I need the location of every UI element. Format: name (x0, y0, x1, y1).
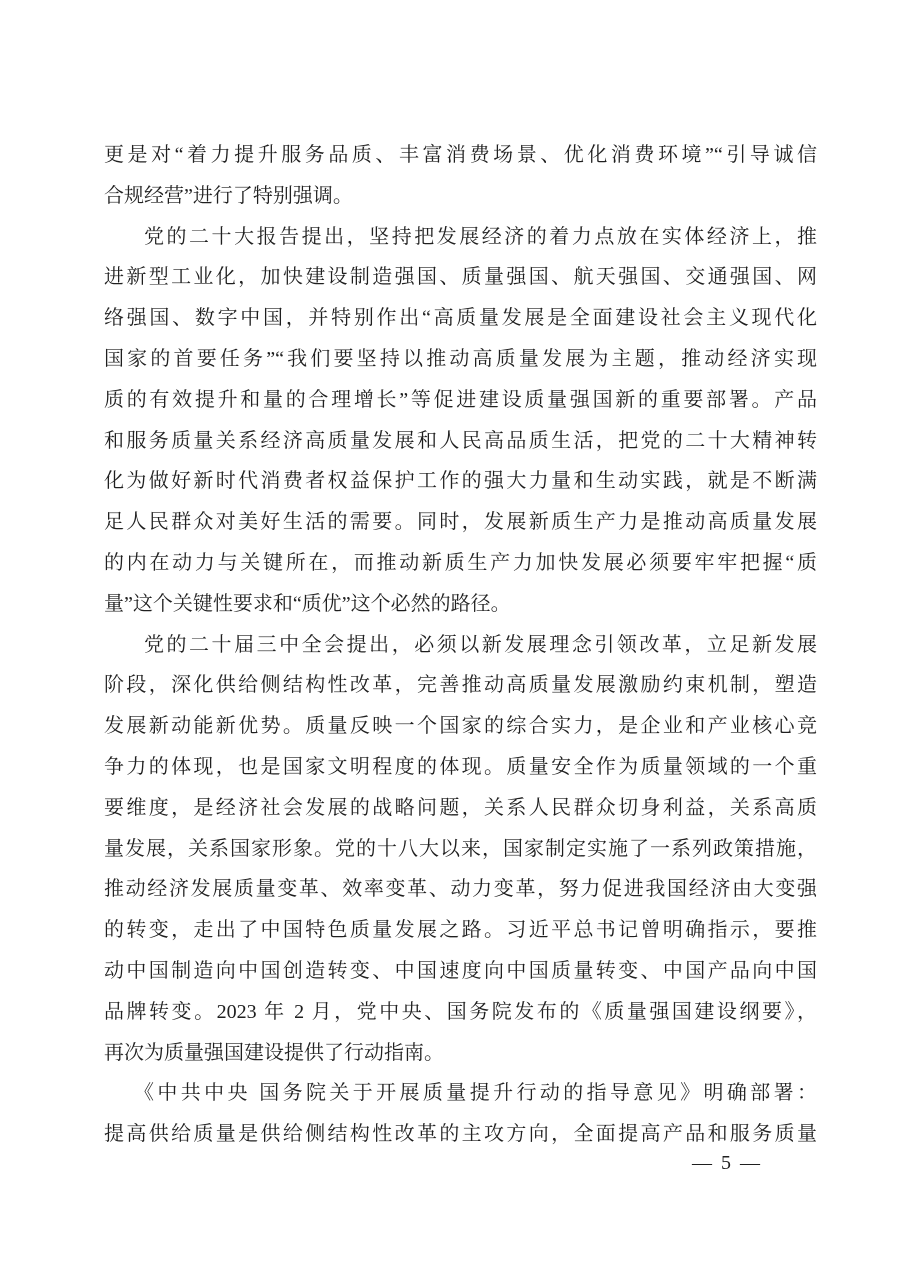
text-line: 更是对“着力提升服务品质、丰富消费场景、优化消费环境”“引导诚信 (104, 144, 817, 166)
text-line: 党的二十大报告提出，坚持把发展经济的着力点放在实体经济上，推 (144, 225, 817, 248)
text-line: 提高供给质量是供给侧结构性改革的主攻方向，全面提高产品和服务质量 (104, 1123, 817, 1146)
text-line: 争力的体现，也是国家文明程度的体现。质量安全作为质量领域的一个重 (104, 755, 817, 778)
page-number: — 5 — (692, 1152, 762, 1174)
text-line: 品牌转变。2023 年 2 月，党中央、国务院发布的《质量强国建设纲要》， (104, 1000, 817, 1023)
text-line: 的内在动力与关键所在，而推动新质生产力加快发展必须要牢牢把握“质 (104, 551, 817, 574)
text-line: 化为做好新时代消费者权益保护工作的强大力量和生动实践，就是不断满 (104, 470, 817, 493)
text-line: 国家的首要任务”“我们要坚持以推动高质量发展为主题，推动经济实现 (104, 347, 817, 370)
text-line: 进新型工业化，加快建设制造强国、质量强国、航天强国、交通强国、网 (104, 266, 817, 289)
text-line: 党的二十届三中全会提出，必须以新发展理念引领改革，立足新发展 (144, 633, 817, 656)
text-line: 合规经营”进行了特别强调。 (104, 184, 353, 207)
text-line: 《中共中央 国务院关于开展质量提升行动的指导意见》明确部署： (134, 1082, 817, 1105)
text-line: 阶段，深化供给侧结构性改革，完善推动高质量发展激励约束机制，塑造 (104, 674, 817, 697)
text-line: 络强国、数字中国，并特别作出“高质量发展是全面建设社会主义现代化 (104, 307, 817, 330)
text-line: 发展新动能新优势。质量反映一个国家的综合实力，是企业和产业核心竞 (104, 715, 817, 738)
text-line: 推动经济发展质量变革、效率变革、动力变革，努力促进我国经济由大变强 (104, 878, 817, 901)
text-line: 量发展，关系国家形象。党的十八大以来，国家制定实施了一系列政策措施， (104, 837, 817, 860)
text-line: 动中国制造向中国创造转变、中国速度向中国质量转变、中国产品向中国 (104, 959, 817, 982)
text-line: 足人民群众对美好生活的需要。同时，发展新质生产力是推动高质量发展 (104, 511, 817, 534)
text-line: 的转变，走出了中国特色质量发展之路。习近平总书记曾明确指示，要推 (104, 919, 817, 942)
text-line: 质的有效提升和量的合理增长”等促进建设质量强国新的重要部署。产品 (104, 388, 817, 411)
text-line: 量”这个关键性要求和“质优”这个必然的路径。 (104, 592, 511, 615)
text-line: 和服务质量关系经济高质量发展和人民高品质生活，把党的二十大精神转 (104, 429, 817, 452)
body-text (104, 135, 817, 1155)
text-line: 再次为质量强国建设提供了行动指南。 (104, 1041, 444, 1064)
text-line: 要维度，是经济社会发展的战略问题，关系人民群众切身利益，关系高质 (104, 796, 817, 819)
